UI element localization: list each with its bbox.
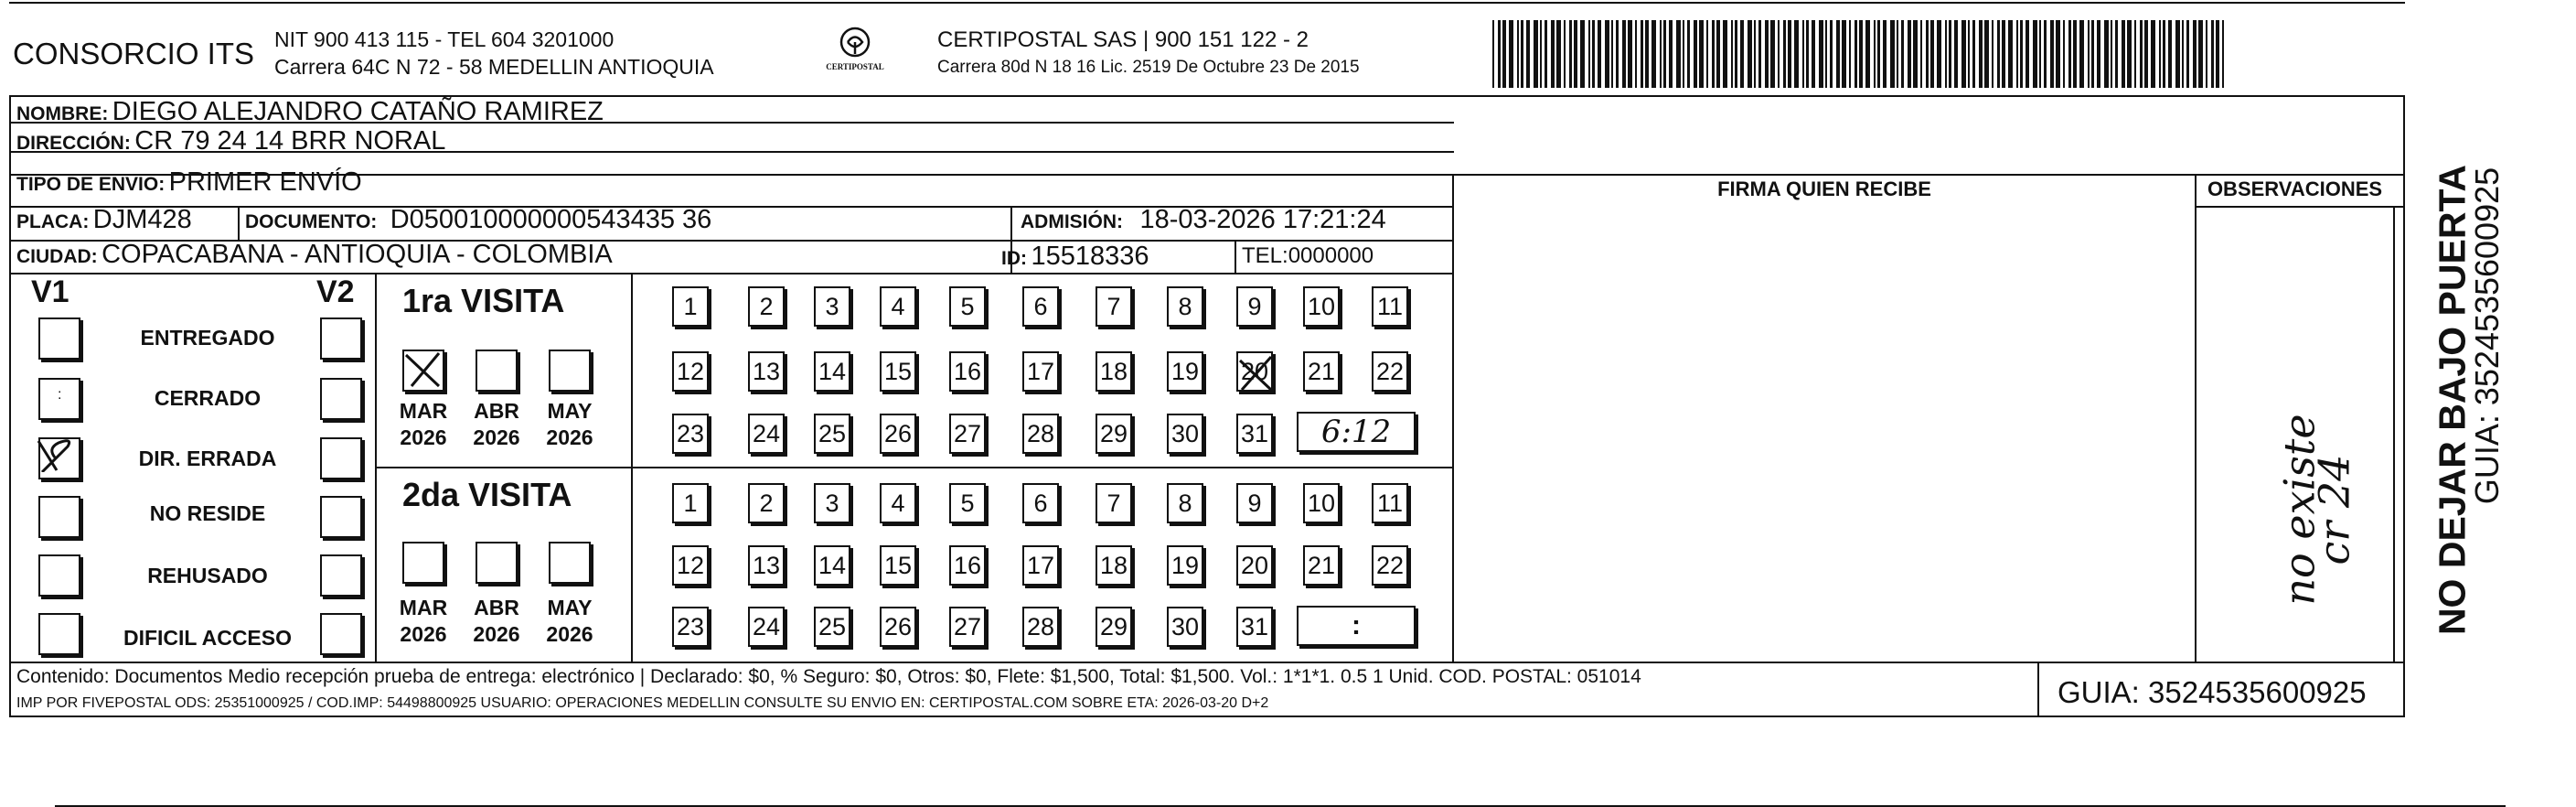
visit1-day-11[interactable]: 11 (1372, 286, 1408, 327)
visit2-day-29[interactable]: 29 (1096, 607, 1132, 647)
visit2-day-28[interactable]: 28 (1022, 607, 1059, 647)
visit1-day-20[interactable]: 20 (1236, 351, 1273, 392)
status-dificil-acceso: DIFICIL ACCESO (123, 626, 292, 650)
check-mark-icon (35, 430, 77, 472)
status-entregado: ENTREGADO (140, 326, 275, 350)
observation-line-1: no existe (2274, 414, 2325, 606)
visit1-day-25[interactable]: 25 (814, 414, 850, 454)
v2-checkbox-dir-errada[interactable] (320, 437, 362, 479)
visit2-day-16[interactable]: 16 (949, 545, 986, 586)
visit2-day-8[interactable]: 8 (1167, 483, 1203, 523)
visit2-day-2[interactable]: 2 (748, 483, 785, 523)
visit2-day-25[interactable]: 25 (814, 607, 850, 647)
visit1-month-abr: ABR 2026 (473, 399, 520, 449)
certipostal-info: CERTIPOSTAL SAS | 900 151 122 - 2 (937, 27, 1309, 52)
nombre-label: NOMBRE: (16, 103, 109, 124)
visit1-day-29[interactable]: 29 (1096, 414, 1132, 454)
visit2-month-may-checkbox[interactable] (549, 542, 591, 584)
visit1-day-16[interactable]: 16 (949, 351, 986, 392)
v1-checkbox-rehusado[interactable] (38, 554, 80, 597)
visit1-month-may-checkbox[interactable] (549, 350, 591, 392)
visit1-day-18[interactable]: 18 (1096, 351, 1132, 392)
visit2-day-18[interactable]: 18 (1096, 545, 1132, 586)
nombre-row (16, 97, 604, 127)
visit1-day-15[interactable]: 15 (880, 351, 916, 392)
visit2-day-27[interactable]: 27 (949, 607, 986, 647)
v2-checkbox-no-reside[interactable] (320, 496, 362, 538)
visit2-day-30[interactable]: 30 (1167, 607, 1203, 647)
visit1-day-9[interactable]: 9 (1236, 286, 1273, 327)
visit1-day-19[interactable]: 19 (1167, 351, 1203, 392)
tel-label: TEL: (1242, 243, 1288, 268)
visit1-day-28[interactable]: 28 (1022, 414, 1059, 454)
visit1-time-field[interactable]: 6:12 (1297, 412, 1416, 452)
visit2-day-22[interactable]: 22 (1372, 545, 1408, 586)
visit2-day-3[interactable]: 3 (814, 483, 850, 523)
visit1-day-24[interactable]: 24 (748, 414, 785, 454)
visit1-day-23[interactable]: 23 (672, 414, 709, 454)
certipostal-license: Carrera 80d N 18 16 Lic. 2519 De Octubre 23 De 2015 (937, 58, 1360, 77)
placa-label: PLACA: (16, 211, 90, 232)
visit1-day-7[interactable]: 7 (1096, 286, 1132, 327)
visit1-day-3[interactable]: 3 (814, 286, 850, 327)
visit1-day-1[interactable]: 1 (672, 286, 709, 327)
visit2-month-may: MAY 2026 (546, 596, 593, 646)
ciudad-value: COPACABANA - ANTIOQUIA - COLOMBIA (102, 240, 613, 269)
visit2-day-6[interactable]: 6 (1022, 483, 1059, 523)
direccion-row (16, 126, 445, 156)
visit2-day-4[interactable]: 4 (880, 483, 916, 523)
admision-row (1021, 205, 1386, 235)
visit2-month-abr: ABR 2026 (473, 596, 520, 646)
visit1-day-6[interactable]: 6 (1022, 286, 1059, 327)
visit1-day-21[interactable]: 21 (1303, 351, 1340, 392)
visit1-month-mar-checkbox[interactable] (402, 350, 444, 392)
tipo-envio-label: TIPO DE ENVIO: (16, 174, 166, 195)
visit1-day-2[interactable]: 2 (748, 286, 785, 327)
visit2-day-31[interactable]: 31 (1236, 607, 1273, 647)
visit2-day-17[interactable]: 17 (1022, 545, 1059, 586)
visit1-day-26[interactable]: 26 (880, 414, 916, 454)
company-nit: NIT 900 413 115 - TEL 604 3201000 (274, 27, 615, 51)
visit1-day-12[interactable]: 12 (672, 351, 709, 392)
visit2-day-12[interactable]: 12 (672, 545, 709, 586)
tipo-envio-row (16, 167, 362, 198)
tipo-envio-value: PRIMER ENVÍO (168, 167, 362, 197)
footer-guia: GUIA: 3524535600925 (2058, 675, 2367, 709)
visit1-day-31[interactable]: 31 (1236, 414, 1273, 454)
tel-value: 0000000 (1288, 243, 1374, 268)
id-row (1001, 242, 1149, 272)
visit2-day-9[interactable]: 9 (1236, 483, 1273, 523)
firma-header: FIRMA QUIEN RECIBE (1717, 178, 1931, 200)
nombre-value: DIEGO ALEJANDRO CATAÑO RAMIREZ (112, 97, 604, 126)
visit2-day-13[interactable]: 13 (748, 545, 785, 586)
barcode (1492, 20, 2224, 88)
company-address: Carrera 64C N 72 - 58 MEDELLIN ANTIOQUIA (274, 55, 714, 79)
documento-label: DOCUMENTO: (245, 211, 378, 232)
id-value: 15518336 (1031, 242, 1149, 271)
visit2-day-24[interactable]: 24 (748, 607, 785, 647)
v1-checkbox-no-reside[interactable] (38, 496, 80, 538)
visit1-day-10[interactable]: 10 (1303, 286, 1340, 327)
admision-label: ADMISIÓN: (1021, 211, 1123, 232)
visit1-day-14[interactable]: 14 (814, 351, 850, 392)
v1-checkbox-cerrado[interactable]: : (38, 378, 80, 420)
status-rehusado: REHUSADO (147, 564, 268, 587)
v2-label: V2 (316, 274, 355, 309)
visit1-day-27[interactable]: 27 (949, 414, 986, 454)
x-mark-icon (402, 350, 444, 392)
visit1-month-mar: MAR 2026 (399, 399, 448, 449)
visit2-day-10[interactable]: 10 (1303, 483, 1340, 523)
visit2-day-15[interactable]: 15 (880, 545, 916, 586)
visit1-day-30[interactable]: 30 (1167, 414, 1203, 454)
ciudad-label: CIUDAD: (16, 246, 98, 267)
visit2-day-20[interactable]: 20 (1236, 545, 1273, 586)
documento-row (245, 205, 711, 235)
status-dir-errada: DIR. ERRADA (138, 447, 277, 470)
v2-checkbox-cerrado[interactable] (320, 378, 362, 420)
visit1-month-may: MAY 2026 (546, 399, 593, 449)
x-mark-icon (1238, 353, 1275, 393)
visit1-day-4[interactable]: 4 (880, 286, 916, 327)
status-no-reside: NO RESIDE (149, 501, 266, 525)
visit2-day-7[interactable]: 7 (1096, 483, 1132, 523)
placa-value: DJM428 (92, 205, 192, 234)
tel-row (1242, 243, 1374, 269)
visit1-day-17[interactable]: 17 (1022, 351, 1059, 392)
visit2-day-23[interactable]: 23 (672, 607, 709, 647)
side-guia: GUIA: 3524535600925 (2468, 167, 2506, 505)
visit2-month-abr-checkbox[interactable] (476, 542, 518, 584)
v2-checkbox-dificil-acceso[interactable] (320, 613, 362, 655)
observation-handwriting (2222, 384, 2396, 640)
direccion-label: DIRECCIÓN: (16, 133, 131, 154)
visit1-day-22[interactable]: 22 (1372, 351, 1408, 392)
observation-line-2: cr 24 (2309, 454, 2359, 565)
logo-caption: CERTIPOSTAL (826, 62, 884, 71)
visit1-day-8[interactable]: 8 (1167, 286, 1203, 327)
visit2-day-19[interactable]: 19 (1167, 545, 1203, 586)
visit2-day-5[interactable]: 5 (949, 483, 986, 523)
status-cerrado: CERRADO (154, 386, 262, 410)
visit2-day-11[interactable]: 11 (1372, 483, 1408, 523)
visit2-month-mar: MAR 2026 (399, 596, 448, 646)
visit1-day-5[interactable]: 5 (949, 286, 986, 327)
visit2-day-1[interactable]: 1 (672, 483, 709, 523)
visit2-day-14[interactable]: 14 (814, 545, 850, 586)
certipostal-logo (814, 24, 896, 79)
v1-label: V1 (31, 274, 69, 309)
visit1-month-abr-checkbox[interactable] (476, 350, 518, 392)
visit2-day-21[interactable]: 21 (1303, 545, 1340, 586)
documento-value: D050010000000543435 36 (390, 205, 712, 234)
v1-checkbox-entregado[interactable] (38, 317, 80, 360)
v1-checkbox-dificil-acceso[interactable] (38, 613, 80, 655)
placa-row (16, 205, 192, 235)
ciudad-row (16, 240, 613, 270)
second-visit-title: 2da VISITA (402, 476, 572, 513)
first-visit-title: 1ra VISITA (402, 282, 565, 319)
v2-checkbox-entregado[interactable] (320, 317, 362, 360)
admision-value: 18-03-2026 17:21:24 (1139, 205, 1386, 234)
visit1-day-13[interactable]: 13 (748, 351, 785, 392)
id-label: ID: (1001, 248, 1027, 269)
observaciones-header: OBSERVACIONES (2207, 178, 2383, 200)
visit2-month-mar-checkbox[interactable] (402, 542, 444, 584)
visit2-day-26[interactable]: 26 (880, 607, 916, 647)
company-name: CONSORCIO ITS (13, 37, 255, 70)
direccion-value: CR 79 24 14 BRR NORAL (134, 126, 446, 156)
footer-content: Contenido: Documentos Medio recepción prueba de entrega: electrónico | Declarado: $0, % Seguro: $0, Otros: $0, Flete: $1,500, Total: $1,500. Vol.: 1*1*1. 0.5 1 Unid. COD. POSTAL: 051014 (16, 666, 1641, 687)
footer-imp: IMP POR FIVEPOSTAL ODS: 25351000925 / COD.IMP: 54498800925 USUARIO: OPERACIONES MEDELLIN CONSULTE SU ENVIO EN: CERTIPOSTAL.COM SOBRE ETA: 2026-03-20 D+2 (16, 695, 1269, 711)
v2-checkbox-rehusado[interactable] (320, 554, 362, 597)
v1-checkbox-dir-errada[interactable] (38, 437, 80, 479)
side-warning: NO DEJAR BAJO PUERTA (2431, 164, 2474, 636)
visit2-time-field[interactable]: : (1297, 606, 1416, 646)
